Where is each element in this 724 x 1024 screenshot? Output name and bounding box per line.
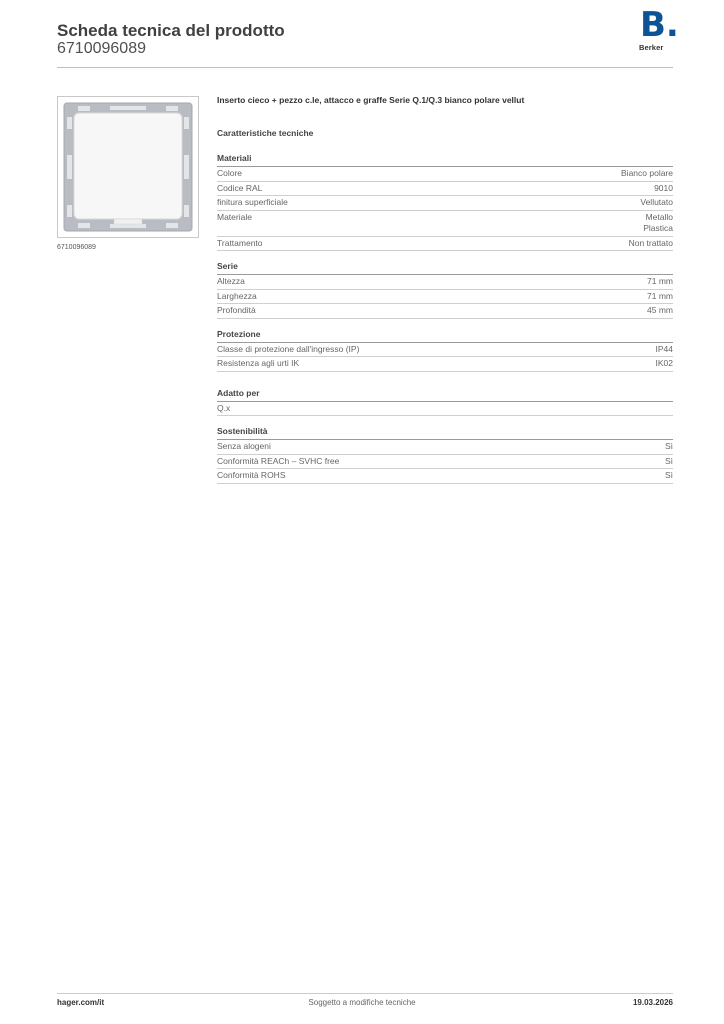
section-adatto-per (217, 388, 673, 417)
image-caption: 6710096089 (57, 244, 96, 251)
spec-row (217, 304, 673, 319)
spec-value-multi (643, 212, 673, 235)
spec-value: Sì (664, 455, 673, 466)
section-sostenibilita (217, 426, 673, 484)
spec-label: Resistenza agli urti IK (217, 358, 300, 368)
section-title: Serie (217, 261, 673, 275)
spec-label: Profondità (217, 305, 256, 315)
spec-value: Vellutato (640, 197, 673, 207)
product-name: Inserto cieco + pezzo c.le, attacco e graffe Serie Q.1/Q.3 bianco polare vellut (217, 95, 525, 105)
logo-text: Berker (639, 43, 664, 52)
spec-row (217, 211, 673, 237)
spec-label: Materiale (217, 211, 252, 222)
spec-row (217, 182, 673, 197)
spec-row (217, 440, 673, 455)
spec-value: IP44 (655, 343, 673, 354)
section-title: Materiali (217, 153, 673, 167)
spec-value: 71 mm (647, 276, 673, 286)
spec-value: Sì (664, 441, 673, 451)
product-code: 6710096089 (57, 40, 146, 57)
footer-disclaimer: Soggetto a modifiche tecniche (308, 998, 416, 1007)
spec-row (217, 455, 673, 470)
section-title: Sostenibilità (217, 426, 673, 440)
spec-row (217, 469, 673, 484)
section-protezione (217, 329, 673, 372)
spec-value: 71 mm (647, 290, 673, 301)
spec-label: Codice RAL (217, 182, 263, 193)
product-image (57, 96, 199, 238)
spec-label: Trattamento (217, 237, 263, 248)
spec-label: Altezza (217, 276, 245, 286)
spec-value-line: Metallo (645, 211, 673, 222)
spec-label: Conformità REACh – SVHC free (217, 455, 340, 466)
spec-label: Classe di protezione dall'ingresso (IP) (217, 343, 360, 354)
spec-row (217, 275, 673, 290)
spec-value: 45 mm (647, 305, 673, 315)
specs-heading: Caratteristiche tecniche (217, 128, 314, 138)
footer-website: hager.com/it (57, 998, 105, 1007)
section-title: Adatto per (217, 388, 673, 402)
spec-label: Larghezza (217, 290, 257, 301)
spec-value: Sì (664, 470, 673, 480)
section-serie (217, 261, 673, 319)
section-title: Protezione (217, 329, 673, 343)
spec-row (217, 196, 673, 211)
spec-label: Colore (217, 168, 243, 178)
page-title: Scheda tecnica del prodotto (57, 21, 285, 40)
spec-row (217, 290, 673, 305)
header-divider (57, 67, 673, 68)
spec-value: Bianco polare (621, 168, 673, 178)
section-materiali (217, 153, 673, 251)
spec-row (217, 237, 673, 252)
spec-row (217, 402, 673, 417)
spec-label: Conformità ROHS (217, 470, 286, 480)
spec-value: IK02 (655, 358, 673, 368)
spec-label: Senza alogeni (217, 441, 271, 451)
logo-letter: B. (640, 5, 679, 45)
berker-logo (638, 5, 679, 54)
spec-value-line: Plastica (643, 223, 673, 233)
spec-row (217, 357, 673, 372)
footer-date: 19.03.2026 (632, 998, 673, 1007)
footer-divider (57, 993, 673, 994)
blank-insert-illustration (58, 97, 198, 237)
spec-value: 9010 (654, 182, 673, 193)
spec-content (217, 95, 673, 494)
spec-label: Q.x (217, 402, 231, 413)
spec-label: finitura superficiale (217, 197, 288, 207)
spec-row (217, 343, 673, 358)
spec-row (217, 167, 673, 182)
spec-value: Non trattato (628, 237, 673, 248)
